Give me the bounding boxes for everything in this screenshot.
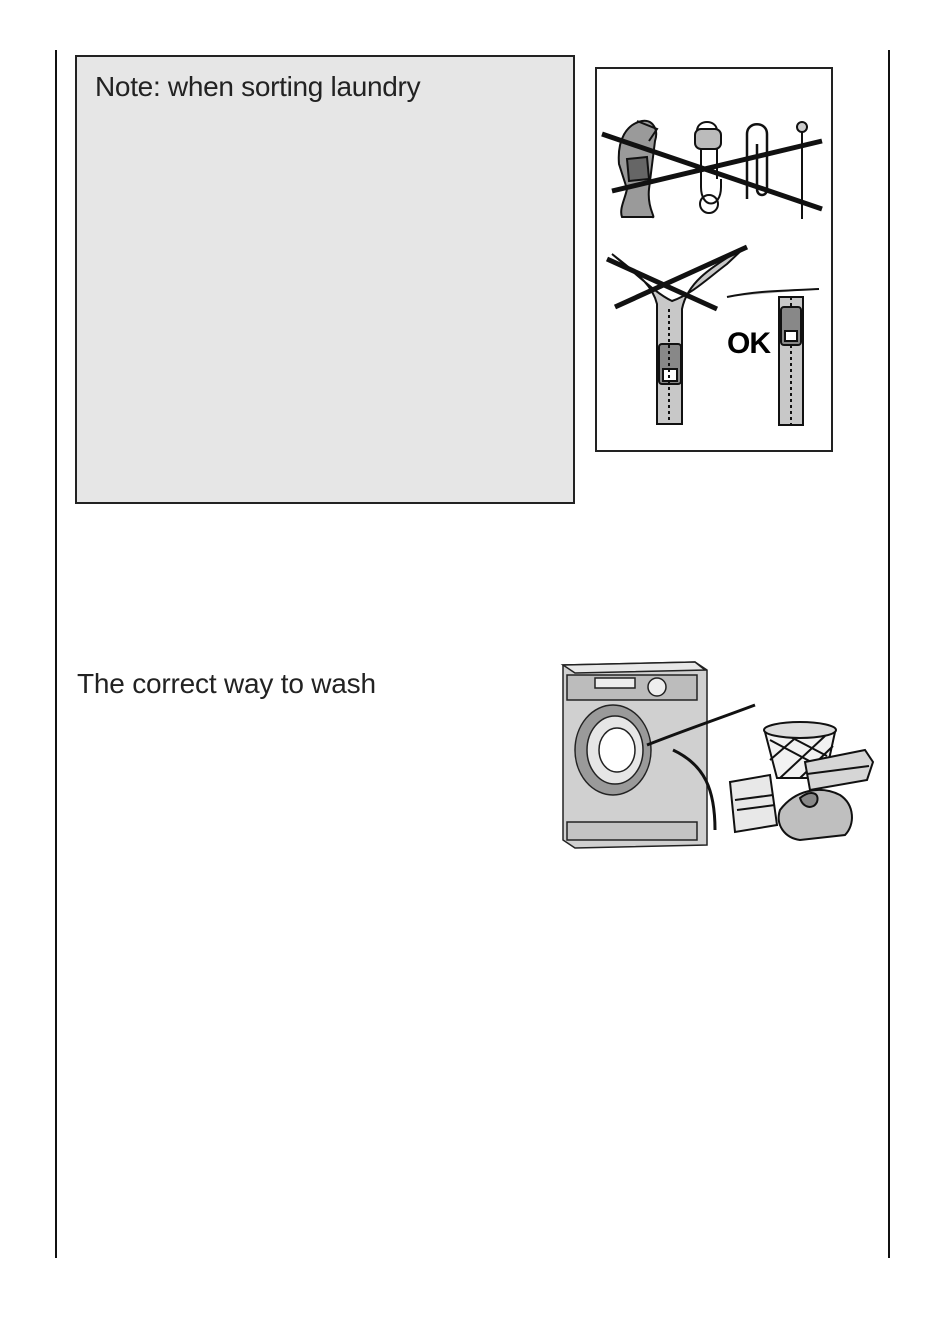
sorting-illustration-drawing bbox=[597, 69, 835, 454]
open-zipper-icon bbox=[612, 247, 745, 424]
right-margin-rule bbox=[888, 50, 890, 1258]
washing-machine-icon bbox=[563, 662, 707, 848]
strap-item-icon bbox=[619, 121, 657, 218]
washing-machine-drawing bbox=[555, 650, 875, 855]
section-title: The correct way to wash bbox=[77, 668, 376, 699]
left-margin-rule bbox=[55, 50, 57, 1258]
note-panel bbox=[75, 55, 575, 504]
ok-label: OK bbox=[727, 327, 770, 360]
washing-machine-illustration bbox=[555, 650, 875, 860]
sorting-illustration bbox=[595, 67, 833, 452]
note-title: Note: when sorting laundry bbox=[95, 71, 421, 102]
